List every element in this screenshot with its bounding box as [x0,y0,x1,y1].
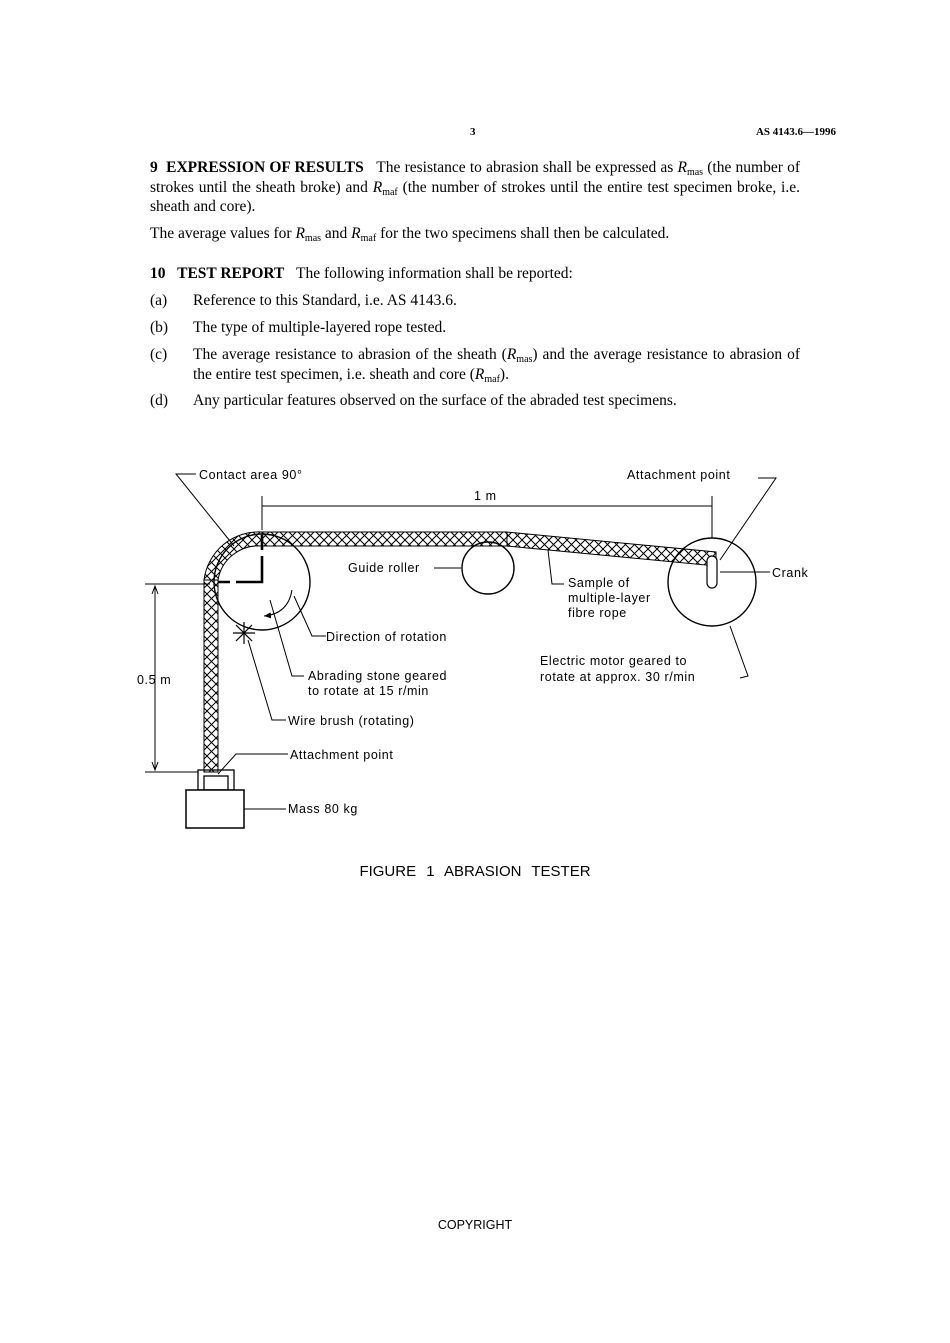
list-item-text: The type of multiple-layered rope tested. [193,319,447,336]
label-abrading-line-2: to rotate at 15 r/min [308,684,429,698]
list-item-label: (a) [150,292,168,309]
section-9-p2-text-a: The average values for [150,225,296,242]
list-item-text: Reference to this Standard, i.e. AS 4143.6. [193,292,457,309]
list-item-label: (c) [150,346,168,363]
r-symbol: R [351,225,361,242]
list-item-label: (b) [150,319,169,336]
standard-designation: AS 4143.6—1996 [755,126,836,138]
r-symbol: R [372,178,383,196]
section-9-text-c: (the number of strokes until the entire test specimen broke, i.e. sheath and core). [150,178,800,215]
section-10-heading: TEST REPORT [177,265,285,282]
list-item-label: (d) [150,392,169,409]
subscript-mas: mas [516,354,533,365]
subscript-maf: maf [360,233,377,244]
section-9-heading: EXPRESSION OF RESULTS [166,159,364,176]
label-direction-of-rotation: Direction of rotation [326,630,447,644]
section-9-text-a: The resistance to abrasion shall be expressed as [376,159,678,176]
r-symbol: R [677,159,687,176]
label-abrading-line-1: Abrading stone geared [308,669,448,683]
leader-lines [176,474,776,809]
label-attachment-point-bottom: Attachment point [290,748,394,762]
section-9-paragraph-1 [150,158,800,217]
label-attachment-point-top: Attachment point [627,468,731,482]
label-05m: 0.5 m [137,673,172,687]
label-wire-brush: Wire brush (rotating) [288,714,415,728]
abrasion-tester-diagram [0,440,950,860]
label-mass: Mass 80 kg [288,802,358,816]
subscript-mas: mas [304,233,322,244]
section-10-number: 10 [150,265,166,282]
section-9-paragraph-2 [150,224,800,244]
label-contact-area: Contact area 90° [199,468,303,482]
mass-block [186,790,244,828]
label-sample-line-1: Sample of [568,576,630,590]
label-crank: Crank [772,566,809,580]
section-10-heading-line [150,264,800,284]
page-number: 3 [470,126,476,138]
label-1m: 1 m [474,489,497,503]
section-9-p2-text-c: for the two specimens shall then be calculated. [376,225,670,242]
list-item-text: The average resistance to abrasion of the sheath $(R_{mas})$ and the average resistance to abrasion of the entire test specimen, i.e. sheath and core $(R_{maf})$. [193,346,800,385]
section-9-p2-text-b: and [321,225,352,242]
r-symbol: R [474,365,485,383]
r-symbol: R [506,346,517,363]
list-item-text: Any particular features observed on the surface of the abraded test specimens. [193,392,677,409]
r-symbol: R [295,225,305,242]
crank-icon [707,556,717,588]
wire-brush-icon [233,622,255,644]
subscript-maf: maf [484,373,500,385]
section-9-text-b: (the number of strokes until the sheath broke) and [150,159,800,196]
guide-roller [462,542,514,594]
figure-caption: FIGURE 1 ABRASION TESTER [359,863,591,880]
label-electric-line-1: Electric motor geared to [540,654,688,668]
label-electric-line-2: rotate at approx. 30 r/min [540,670,696,684]
footer-copyright: COPYRIGHT [437,1218,513,1232]
section-9-number: 9 [150,159,158,176]
subscript-mas: mas [686,167,704,178]
rotation-arrow [264,590,292,616]
label-sample-line-2: multiple-layer [568,591,651,605]
section-10-intro: The following information shall be reported: [296,265,573,282]
label-guide-roller: Guide roller [348,561,420,575]
subscript-maf: maf [382,186,398,198]
bottom-attachment [198,770,234,790]
label-sample-line-3: fibre rope [568,606,627,620]
